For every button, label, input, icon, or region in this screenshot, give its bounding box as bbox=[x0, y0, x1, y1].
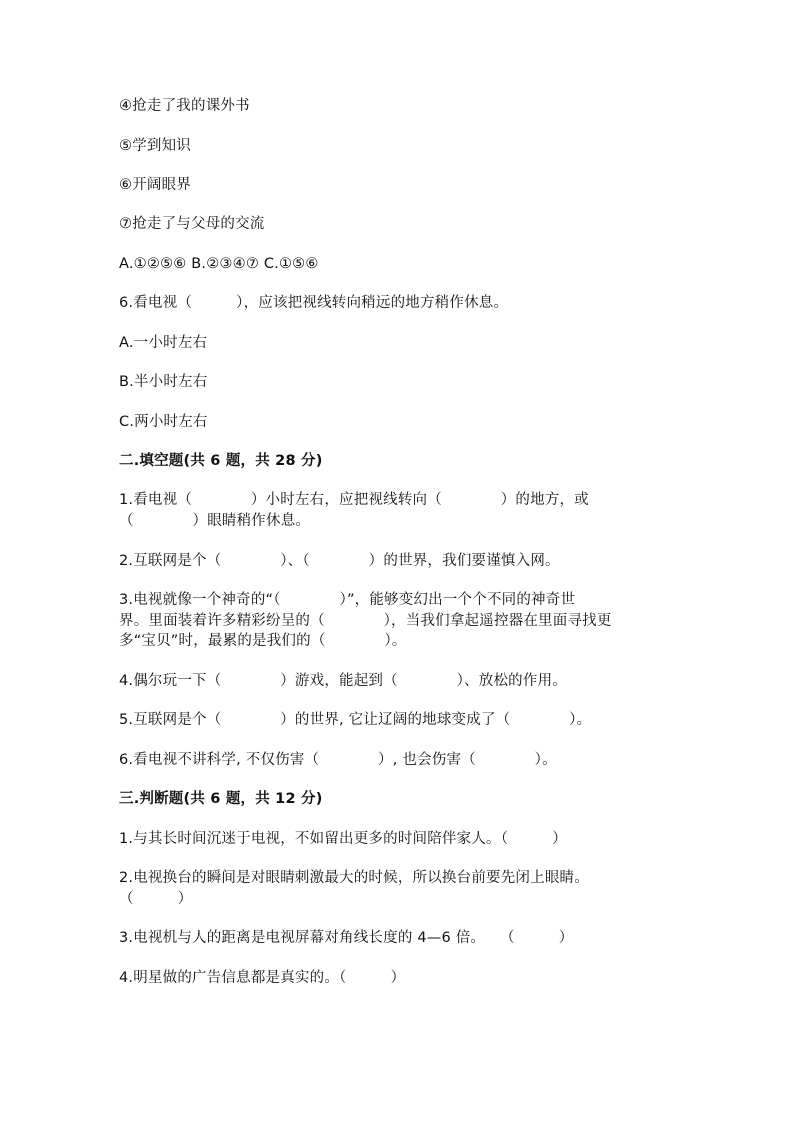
question-6-stem: 6.看电视（ ），应该把视线转向稍远的地方稍作休息。 bbox=[119, 295, 509, 311]
judge-q2-line1: 2.电视换台的瞬间是对眼睛刺激最大的时候，所以换台前要先闭上眼睛。 bbox=[119, 870, 589, 886]
option-item-4: ④抢走了我的课外书 bbox=[119, 98, 250, 114]
fill-q2: 2.互联网是个（ ）、（ ）的世界，我们要谨慎入网。 bbox=[119, 553, 560, 569]
option-item-5: ⑤学到知识 bbox=[119, 138, 191, 154]
judge-q3: 3.电视机与人的距离是电视屏幕对角线长度的 4—6 倍。 （ ） bbox=[119, 930, 574, 946]
fill-q6: 6.看电视不讲科学, 不仅伤害（ ）, 也会伤害（ ）。 bbox=[119, 752, 557, 768]
question-6-option-a: A.一小时左右 bbox=[119, 335, 208, 351]
fill-q3-line1: 3.电视就像一个神奇的“（ ）”，能够变幻出一个个不同的神奇世 bbox=[119, 592, 576, 608]
option-item-7: ⑦抢走了与父母的交流 bbox=[119, 216, 265, 232]
judge-q1: 1.与其长时间沉迷于电视，不如留出更多的时间陪伴家人。（ ） bbox=[119, 831, 567, 847]
fill-q3-line3: 多“宝贝”时，最累的是我们的（ ）。 bbox=[119, 633, 407, 649]
answer-choices: A.①②⑤⑥ B.②③④⑦ C.①⑤⑥ bbox=[119, 256, 319, 272]
fill-q3-line2: 界。里面装着许多精彩纷呈的（ ），当我们拿起遥控器在里面寻找更 bbox=[119, 613, 612, 629]
question-6-option-b: B.半小时左右 bbox=[119, 374, 208, 390]
fill-q4: 4.偶尔玩一下（ ）游戏，能起到（ ）、放松的作用。 bbox=[119, 673, 567, 689]
option-item-6: ⑥开阔眼界 bbox=[119, 177, 191, 193]
question-6-option-c: C.两小时左右 bbox=[119, 414, 208, 430]
section-3-title: 三.判断题(共 6 题，共 12 分) bbox=[119, 791, 323, 807]
fill-q1-line2: （ ）眼睛稍作休息。 bbox=[119, 513, 311, 529]
fill-q5: 5.互联网是个（ ）的世界, 它让辽阔的地球变成了（ ）。 bbox=[119, 712, 592, 728]
fill-q1-line1: 1.看电视（ ）小时左右，应把视线转向（ ）的地方，或 bbox=[119, 492, 589, 508]
section-2-title: 二.填空题(共 6 题，共 28 分) bbox=[119, 453, 323, 469]
judge-q2-line2: （ ） bbox=[119, 891, 193, 907]
judge-q4: 4.明星做的广告信息都是真实的。（ ） bbox=[119, 970, 406, 986]
